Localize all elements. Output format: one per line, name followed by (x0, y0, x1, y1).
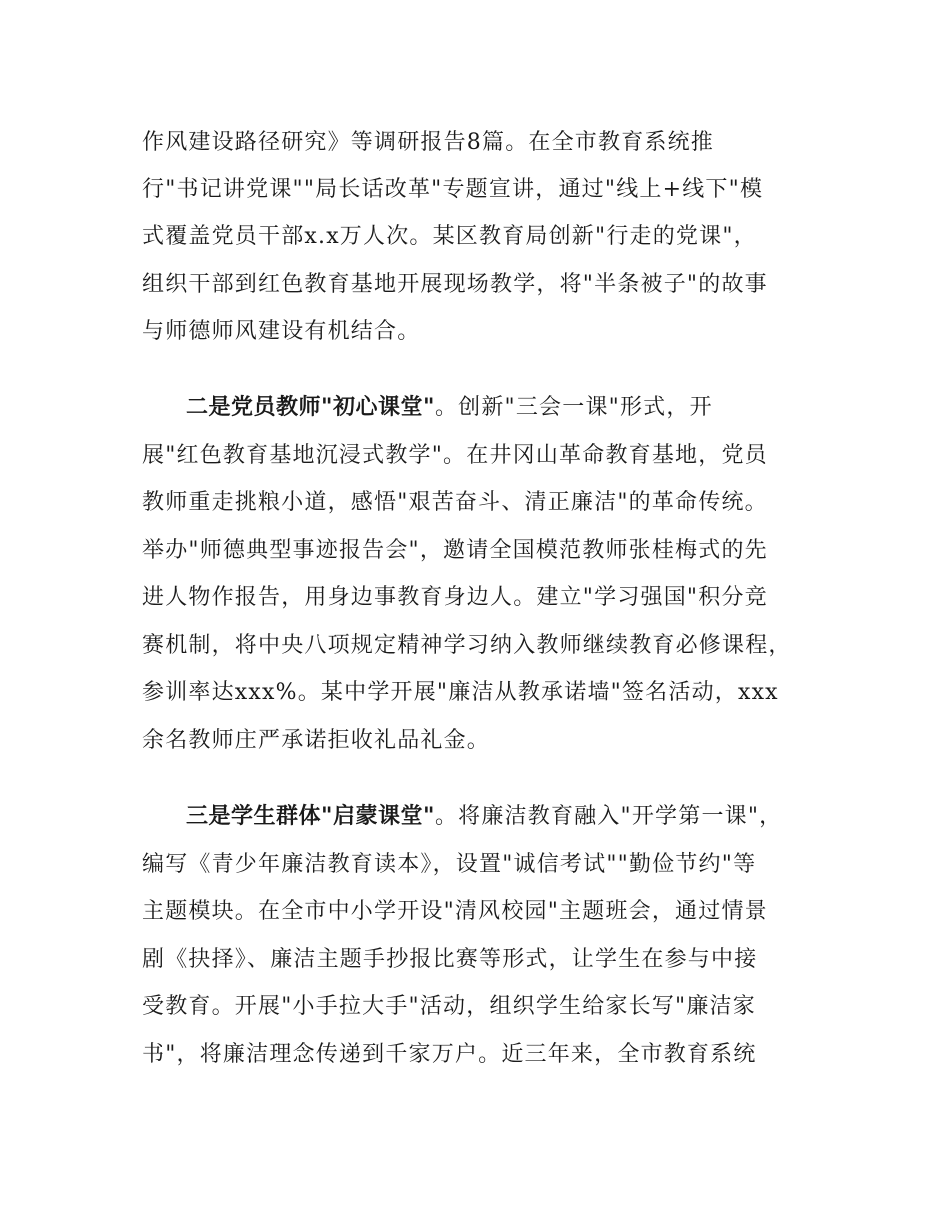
paragraph-line: 受教育。开展"小手拉大手"活动，组织学生给家长写"廉洁家 (142, 994, 756, 1019)
paragraph-line: 编写《青少年廉洁教育读本》，设置"诚信考试""勤俭节约"等 (142, 852, 757, 877)
paragraph-line: 展"红色教育基地沉浸式教学"。在井冈山革命教育基地，党员 (142, 443, 768, 468)
section-heading: 二是党员教师"初心课堂" (186, 395, 435, 420)
paragraph-line: 式覆盖党员干部x.x万人次。某区教育局创新"行走的党课"， (142, 224, 757, 249)
section-heading: 三是学生群体"启蒙课堂" (186, 804, 435, 829)
paragraph-line: 参训率达xxx%。某中学开展"廉洁从教承诺墙"签名活动，xxx (142, 680, 779, 705)
paragraph-text: 。创新"三会一课"形式，开 (434, 395, 713, 420)
paragraph-line: 行"书记讲党课""局长话改革"专题宣讲，通过"线上+线下"模 (142, 177, 764, 202)
paragraph-first-line (186, 802, 782, 832)
paragraph-line: 赛机制，将中央八项规定精神学习纳入教师继续教育必修课程， (142, 633, 792, 658)
paragraph-line: 教师重走挑粮小道，感悟"艰苦奋斗、清正廉洁"的革命传统。 (142, 490, 768, 515)
paragraph-first-line (186, 393, 713, 423)
paragraph-line: 余名教师庄严承诺拒收礼品礼金。 (142, 728, 491, 753)
paragraph-line: 举办"师德典型事迹报告会"，邀请全国模范教师张桂梅式的先 (142, 538, 768, 563)
paragraph-text: 。将廉洁教育融入"开学第一课"， (434, 804, 783, 829)
paragraph-line: 组织干部到红色教育基地开展现场教学，将"半条被子"的故事 (142, 272, 768, 297)
paragraph-line: 进人物作报告，用身边事教育身边人。建立"学习强国"积分竞 (142, 585, 768, 610)
paragraph-line: 与师德师风建设有机结合。 (142, 319, 421, 344)
paragraph-line: 书"，将廉洁理念传递到千家万户。近三年来，全市教育系统 (142, 1042, 757, 1067)
paragraph-line: 主题模块。在全市中小学开设"清风校园"主题班会，通过情景 (142, 899, 768, 924)
paragraph-line: 作风建设路径研究》等调研报告8篇。在全市教育系统推 (142, 130, 714, 155)
paragraph-line: 剧《抉择》、廉洁主题手抄报比赛等形式，让学生在参与中接 (142, 947, 758, 972)
